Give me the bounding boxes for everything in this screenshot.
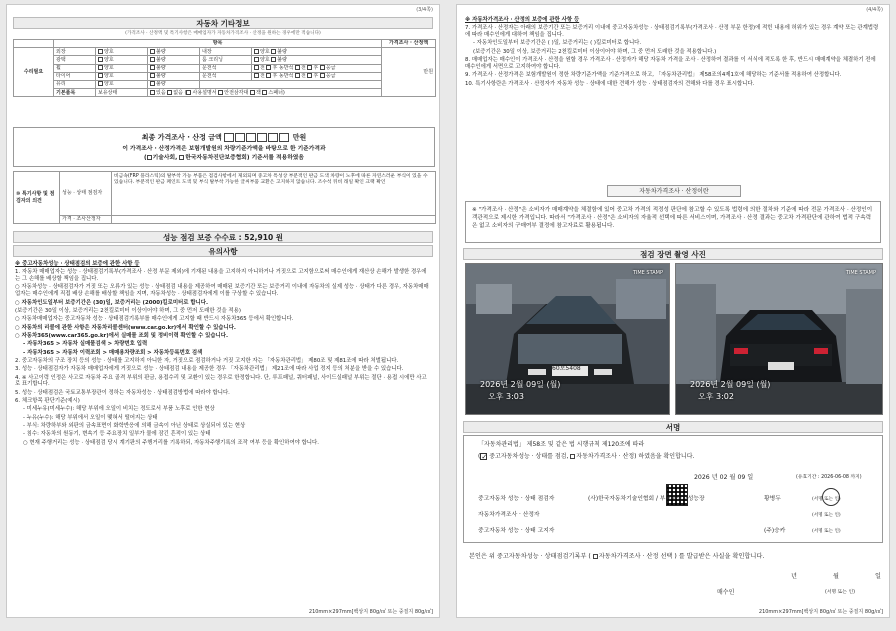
note-item: ○ 자동차의 리콜에 관한 사항은 자동차리콜센터(www.car.go.kr)에서 확인할 수 있습니다.	[15, 324, 236, 331]
checkbox-icon	[295, 73, 300, 78]
checkbox-icon	[150, 90, 155, 95]
signer-person: (주)승카	[764, 528, 786, 534]
note-item: 2. 중고자동차의 구조 장치 등의 성능 · 상태를 고지하지 아니한 자, 거짓으로 점검하거나 거짓 고지한 자는 「자동차관리법」 제80조 및 제81조에 따라 처벌됩니다.	[15, 357, 399, 364]
checkbox-icon	[150, 49, 155, 54]
checkbox-icon	[98, 73, 103, 78]
basic-items-checks[interactable]: 있음 없음 ( 사용설명서 안전삼각대 잭 스패너)	[148, 89, 382, 97]
checkbox-icon	[150, 57, 155, 62]
note-item: (보증기간은 30일 이상, 보증거리는 2천킬로미터 이상이어야 하며, 그 중 먼저 도래한 것을 적용합니다.)	[473, 48, 717, 55]
checkbox-icon	[254, 65, 259, 70]
repair-item-name: 내장	[200, 48, 252, 56]
note-item: (보증기간은 30일 이상, 보증거리는 2천킬로미터 이상이어야 하며, 그 중 먼저 도래한 것을 적용)	[15, 307, 241, 314]
law-line: 「자동차관리법」 제58조 및 같은 법 시행규칙 제120조에 따라	[478, 441, 645, 448]
checkbox-icon	[295, 65, 300, 70]
note-item: ○ 자동차365(www.car365.go.kr)에서 실매물 조회 및 정비이력 확인할 수 있습니다.	[15, 332, 229, 339]
checkbox-bad[interactable]: 불량	[148, 56, 200, 64]
caution-notes	[15, 261, 431, 448]
repair-item-name: 유리	[54, 80, 96, 88]
note-item: 1. 자동차 매매업자는 성능 · 상태점검기록부(가격조사 · 산정 부문 제외)에 기재된 내용을 고지하지 아니하거나 거짓으로 고지함으로써 매수인에게 재산상 손해가 발생한 경우에는 그 손해를 배상할 책임을 집니다.	[15, 269, 427, 283]
sign-date: 2026 년 02 월 09 일	[694, 474, 754, 481]
note-item: - 미세누유(미세누수): 해당 부위에 오일이 비치는 정도로서 부품 노후로 인한 현상	[23, 406, 215, 413]
checkbox-icon	[262, 90, 267, 95]
checkbox-icon	[320, 73, 325, 78]
checkbox-icon	[271, 49, 276, 54]
checkbox-icon	[271, 57, 276, 62]
checkbox-good[interactable]: 양호	[96, 48, 148, 56]
final-price-box	[13, 127, 435, 167]
time-stamp-label: TIME STAMP	[632, 270, 663, 276]
checkbox-icon	[98, 81, 103, 86]
checkbox-bad[interactable]: 불량	[148, 80, 200, 88]
photo-date: 2026년 2월 09일 (월)	[690, 380, 771, 389]
buyer-label: 매수인	[717, 589, 735, 596]
checkbox-icon	[98, 57, 103, 62]
opinion-table	[13, 171, 436, 224]
license-plate: 60보5408	[552, 365, 581, 372]
checkbox-good[interactable]: 양호	[96, 72, 148, 80]
check-line: (✓ 중고자동차성능 · 상태를 점검, 자동차가격조사 · 산정) 하였음을 확인합니다.	[478, 453, 695, 461]
opinion-inspector-label: 성능 · 상태 점검자	[60, 172, 112, 216]
checkmark-icon[interactable]: ✓	[481, 453, 488, 461]
note-item: - 자동차365 > 자동차 이력조회 > 매매용차량조회 > 자동차등록번호 검색	[23, 349, 203, 356]
price-unit: 만원	[382, 48, 436, 97]
checkbox-bad[interactable]: 불량	[148, 48, 200, 56]
notice-head: ※ 자동차가격조사 · 산정의 보증에 관한 사항 등	[465, 17, 580, 23]
receipt-ymd: 년 월 일	[791, 573, 881, 580]
buyer-sign-mark[interactable]: (서명 또는 인)	[825, 590, 855, 595]
photo-time: 오후 3:03	[488, 392, 524, 401]
signer-role: 중고자동차 성능 · 상태 점검자	[478, 496, 555, 502]
repair-item-name: 룸 크리닝	[200, 56, 252, 64]
note-item: 7. 가격조사 · 산정자는 아래의 보증기간 또는 보증거리 이내에 중고자동차성능 · 상태점검기록부(가격조사 · 산정 부문 한정)에 적힌 내용에 허위가 있는 경우 계약 또는 관계법령에 따라 매수인에게 대하여 책임을 집니다.	[465, 25, 879, 39]
checkbox-icon	[266, 73, 271, 78]
page-number: (4/4쪽)	[866, 7, 883, 13]
checkbox-icon	[307, 73, 312, 78]
note-item: 8. 매매업자는 매수인이 가격조사 · 산정을 원할 경우 가격조사 · 산정자가 해당 자동차 가격을 조사 · 산정하여 결과를 이 서식에 적도록 한 후, 반드시 매매계약을 체결하기 전에 매수인에게 서면으로 고지하여야 합니다.	[465, 57, 876, 70]
opinion-price-label: 가격 · 조사산정자	[60, 215, 112, 223]
caution-title: 유의사항	[13, 245, 433, 257]
checkbox-pair[interactable]: 양호 불량	[252, 48, 382, 56]
note-item: 5. 성능 · 상태점검은 국토교통부장관이 정하는 자동차성능 · 상태점검방법에 따라야 합니다.	[15, 389, 230, 396]
section-title-other-info: 자동차 기타정보	[13, 17, 433, 29]
checkbox-icon	[266, 65, 271, 70]
note-item: - 부식: 차량하부와 외판의 금속표면이 화학반응에 의해 금속이 아닌 상태로 상실되어 있는 현상	[23, 423, 246, 430]
notice-head: ※ 중고자동차성능 · 상태점검의 보증에 관한 사항 등	[15, 261, 140, 267]
wheel-position-checks[interactable]: 전 후 동반석 전 후 응급	[252, 64, 382, 72]
paper-spec: 210mm×297mm[백상지 80g/㎡ 또는 중질지 80g/㎡]	[758, 608, 883, 615]
repair-item-name: 타이어	[54, 72, 96, 80]
note-item: - 자동차인도일부터 보증기간은 ( )일, 보증거리는 ( )킬로미터로 합니다.	[473, 40, 642, 47]
signature-title: 서명	[463, 421, 883, 433]
checkbox-icon	[150, 73, 155, 78]
checkbox-bad[interactable]: 불량	[148, 64, 200, 72]
price-notes	[465, 17, 881, 89]
photo-date: 2026년 2월 09일 (월)	[480, 380, 561, 389]
signer-role: 자동차가격조사 · 산정자	[478, 512, 540, 518]
note-item: ○ 자동차인도일부터 보증기간은 (30)일, 보증거리는 (2000)킬로미터로 합니다.	[15, 299, 209, 306]
time-stamp-label: TIME STAMP	[845, 270, 876, 276]
repair-item-name: 광택	[54, 56, 96, 64]
checkbox-icon	[98, 65, 103, 70]
tire-position-checks[interactable]: 전 후 동반석 전 후 응급	[252, 72, 382, 80]
checkbox-good[interactable]: 양호	[96, 80, 148, 88]
note-item: - 자동차365 > 자동차 실매물검색 > 차량번호 입력	[23, 341, 148, 348]
basic-status-label: 보유상태	[96, 89, 148, 97]
checkbox-icon[interactable]	[147, 155, 152, 160]
checkbox-icon[interactable]	[593, 554, 598, 559]
signer-role: 중고자동차 성능 · 상태 고지자	[478, 528, 555, 534]
note-item: ○ 자동차매매업자는 중고자동차 성능 · 상태점검기록부를 매수인에게 고지할 때 반드시 자동차365 등에서 확인합니다.	[15, 316, 294, 323]
sign-mark[interactable]: (서명 또는 인)	[812, 513, 841, 518]
checkbox-icon	[320, 65, 325, 70]
photo-title: 점검 장면 촬영 사진	[463, 248, 883, 260]
checkbox-icon	[307, 65, 312, 70]
signer-person: 황병두	[764, 496, 781, 502]
sign-mark[interactable]: (서명 또는 인)	[812, 497, 841, 502]
final-price-line: 최종 가격조사 · 산정 금액 만원	[141, 133, 307, 142]
row-basic-label: 기본품목	[54, 89, 96, 97]
price-basis-standards: ( 기술사회, 한국자동차진단보증협회) 기준서를 적용하였음	[144, 155, 304, 161]
note-item: 4. ※ 사고이력 인정은 사고로 자동차 주요 골격 부위의 판금, 용접수리 및 교환이 있는 경우로 한정합니다. 단, 루프패널, 쿼터패널, 사이드실패널 부위는 절단 · 용접 시에만 사고로 표기합니다.	[15, 374, 427, 388]
note-item: 6. 체크항목 판단기준(예시)	[15, 398, 80, 405]
checkbox-icon	[254, 49, 259, 54]
repair-items-table	[13, 39, 436, 97]
repair-item-name: 운전석	[200, 72, 252, 80]
checkbox-icon[interactable]	[179, 155, 184, 160]
checkbox-icon	[98, 49, 103, 54]
checkbox-bad[interactable]: 불량	[148, 72, 200, 80]
checkbox-icon	[186, 90, 191, 95]
note-item: ○ 현재 주행거리는 성능 · 상태점검 당시 계기판의 주행거리를 기록하되, 자동차주행기록의 조작 여부 등을 확인하여야 합니다.	[23, 439, 319, 446]
opinion-inspector-text: 비금속(FRP 플라스틱)의 탈부착 가능 부품은 점검사항에서 제외되며 중고차 특성상 부분적인 판금 도색 차량이 노후에 따른 자연스러운 부식이 있을 수 있습니다. 부분적인 판금 페인트 도색 및 부식 탈부착 가능한 글씨부품 교환은 고지하지 않습니다. 조수석 뒤비 래일 확인 크랙 확인	[112, 172, 436, 216]
checkbox-icon	[218, 90, 223, 95]
repair-item-name: 휠	[54, 64, 96, 72]
note-item: 10. 특기사항란은 가격조사 · 산정자가 자동차 성능 · 상태에 대한 견해가 성능 · 상태점검자의 견해와 다를 경우 표시합니다.	[465, 80, 755, 87]
sign-mark[interactable]: (서명 또는 인)	[812, 529, 841, 534]
repair-item-name: 운전석	[200, 64, 252, 72]
checkbox-icon	[150, 81, 155, 86]
page-4	[456, 4, 890, 618]
repair-item-name: 외장	[54, 48, 96, 56]
definition-title: 자동차가격조사 · 산정이란	[607, 185, 741, 197]
checkbox-icon	[254, 57, 259, 62]
paper-spec: 210mm×297mm[백상지 80g/㎡ 또는 중질지 80g/㎡]	[308, 608, 433, 615]
page-number: (3/4쪽)	[416, 7, 433, 13]
checkbox-good[interactable]: 양호	[96, 56, 148, 64]
definition-text: ※ "가격조사 · 산정"은 소비자가 매매계약을 체결함에 있어 중고차 가격의 적정성 판단에 참고할 수 있도록 법령에 의한 절차와 기준에 따라 전문 가격조사 · 산정인이 객관적으로 제시한 가격입니다. 따라서 "가격조사 · 산정"은 소비자의 자율적 선택에 따른 서비스이며, 가격조사 · 산정 결과는 중고차 가격판단에 관하여 법적 구속력은 없고 소비자의 구매여부 결정에 참고자료로 활용됩니다.	[465, 201, 881, 243]
inspection-fee: 성능 점검 보증 수수료 : 52,910 원	[13, 231, 433, 243]
col-item-header: 항목	[54, 40, 382, 48]
photo-time: 오후 3:02	[698, 392, 734, 401]
checkbox-good[interactable]: 양호	[96, 64, 148, 72]
note-item: 3. 성능 · 상태점검자가 자동차 매매업자에게 거짓으로 성능 · 상태점검 내용을 제공한 경우 「자동차관리법」 제21조에 따라 사업 정지 등의 처분을 받을 수 있습니다.	[15, 366, 404, 373]
row-repair-label: 수리필요	[14, 48, 54, 97]
checkbox-icon	[250, 90, 255, 95]
note-item: - 누유(누수): 해당 부위에서 오일이 맺혀서 떨어지는 상태	[23, 414, 158, 421]
signature-box	[463, 435, 883, 543]
checkbox-icon	[150, 65, 155, 70]
price-digit-boxes[interactable]	[224, 133, 290, 142]
signer-org: (사)한국자동차기술인협회 / 부천국민차성능장	[588, 496, 705, 502]
inspection-photo-front	[465, 263, 670, 415]
col-price-header: 가격조사 · 산정액	[382, 40, 436, 48]
receipt-line: 본인은 위 중고자동차성능 · 상태점검기록부 ( 자동차가격조사 · 산정 선택 ) 를 발급받은 사실을 확인합니다.	[469, 553, 765, 560]
price-basis-line: 이 가격조사 · 산정가격은 보험개발원의 차량기준가액을 바탕으로 한 기준가격과	[122, 146, 326, 152]
note-item: ○ 자동차성능 · 상태점검자가 거짓 또는 오류가 있는 성능 · 상태점검 내용을 제공하여 매매된 보증기간 또는 보증거리 이내에 자동차의 실제 성능 · 상태가 다른 경우, 자동차매매업자는 매수인에게 직접 배상 손해를 배상할 책임을 지며, 자동차성능 · 상태점검자에게 이를 구상할 수 있습니다.	[15, 284, 429, 298]
other-info-subtitle: (가격조사 · 산정액 및 특기사항은 매매업자가 자동차가격조사 · 산정을 원하는 경우에만 적습니다)	[125, 31, 321, 36]
note-item: - 침수: 자동차의 원동기, 변속기 등 주요장치 일부가 물에 잠긴 흔적이 있는 상태	[23, 431, 211, 438]
opinion-label: ⑩ 특기사항 및 점검자의 의견	[14, 172, 60, 224]
checkbox-pair[interactable]: 양호 불량	[252, 56, 382, 64]
page-3	[6, 4, 440, 618]
checkbox-icon[interactable]	[570, 454, 575, 459]
note-item: 9. 가격조사 · 산정가격은 보험개발원이 정한 차량기준가액을 기준가격으로 하고, 「자동차관리법」 제58조의4제1호에 해당하는 기준서를 적용하여 산정합니다.	[465, 72, 842, 79]
checkbox-icon	[167, 90, 172, 95]
checkbox-icon	[254, 73, 259, 78]
expiry-date: (유효기간 : 2026-06-08 까지)	[796, 475, 862, 480]
inspection-photo-rear	[675, 263, 883, 415]
